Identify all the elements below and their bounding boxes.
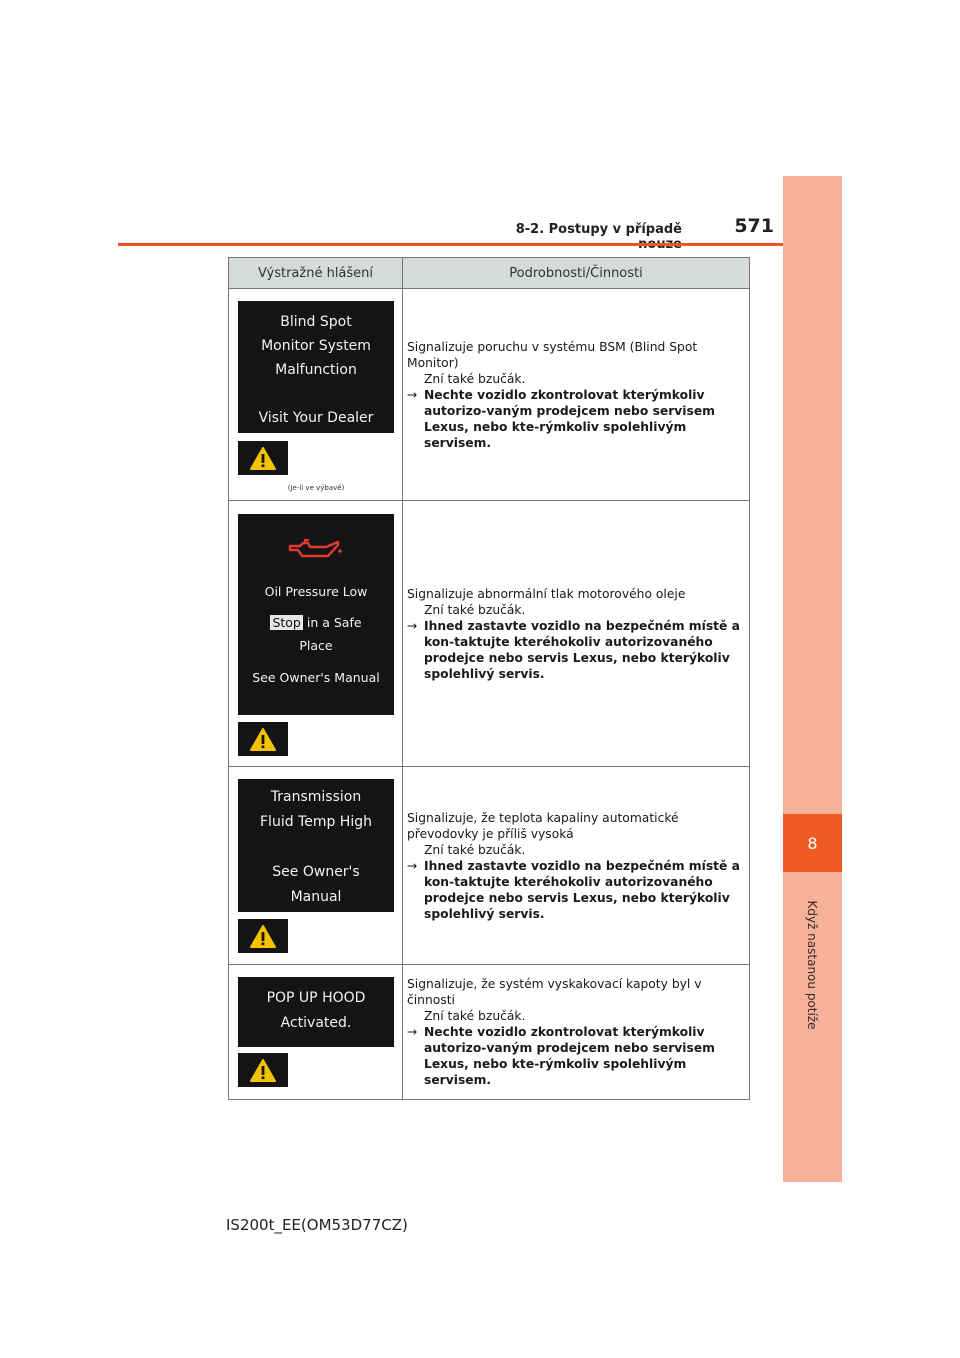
- buzzer-note: Zní také bzučák.: [424, 371, 526, 386]
- header-details-actions: Podrobnosti/Činnosti: [509, 265, 643, 281]
- warning-triangle-icon: [238, 441, 288, 475]
- action-instruction: [407, 387, 745, 451]
- buzzer-note: Zní také bzučák.: [424, 602, 526, 617]
- screen-line: Blind Spot: [280, 314, 352, 330]
- warning-image-cell: [229, 289, 403, 500]
- arrow-icon: →: [407, 618, 418, 633]
- warning-description: Signalizuje, že teplota kapaliny automatické převodovky je příliš vysoká: [407, 810, 679, 841]
- action-text: Nechte vozidlo zkontrolovat kterýmkoliv autorizo-vaným prodejcem nebo servisem Lexus, nebo kte-rýmkoliv spolehlivým servisem.: [424, 1025, 715, 1087]
- action-text: Nechte vozidlo zkontrolovat kterýmkoliv autorizo-vaným prodejcem nebo servisem Lexus, nebo kte-rýmkoliv spolehlivým servisem.: [424, 387, 715, 450]
- screen-line: [238, 835, 394, 860]
- screen-line: Transmission: [270, 789, 362, 805]
- screen-line: Activated.: [280, 1015, 352, 1031]
- warning-image-cell: [229, 767, 403, 964]
- display-screen-transmission: [238, 779, 394, 912]
- display-screen-pop-up-hood: [238, 977, 394, 1047]
- action-instruction: [407, 1024, 745, 1088]
- screen-line: [238, 382, 394, 406]
- document-code: IS200t_EE(OM53D77CZ): [226, 1216, 408, 1234]
- details-cell: [403, 767, 749, 964]
- screen-line: See Owner's: [272, 864, 360, 880]
- action-text: Ihned zastavte vozidlo na bezpečném místě a kon-taktujte kteréhokoliv autorizovaného prodejce nebo servis Lexus, nebo kterýkoliv spolehlivý servis.: [424, 618, 740, 681]
- details-cell: [403, 289, 749, 500]
- section-title: 8-2. Postupy v případě: [515, 222, 682, 237]
- buzzer-note: Zní také bzučák.: [424, 1009, 526, 1023]
- table-row: [229, 501, 749, 767]
- screen-line: See Owner's Manual: [252, 670, 380, 685]
- arrow-icon: →: [407, 387, 418, 402]
- screen-line: Visit Your Dealer: [258, 410, 374, 426]
- screen-line: Monitor System: [261, 338, 371, 354]
- warning-triangle-icon: [238, 919, 288, 953]
- header-warning-message: Výstražné hlášení: [229, 258, 403, 288]
- table-row: [229, 767, 749, 965]
- action-text: Ihned zastavte vozidlo na bezpečném místě a kon-taktujte kteréhokoliv autorizovaného prodejce nebo servis Lexus, nebo kterýkoliv spolehlivý servis.: [424, 858, 740, 921]
- warning-image-cell: [229, 965, 403, 1099]
- details-cell: [403, 501, 749, 766]
- chapter-number: 8: [807, 833, 818, 853]
- chapter-number-box[interactable]: [783, 814, 842, 872]
- screen-line: Manual: [290, 889, 342, 905]
- oil-can-icon: [238, 536, 394, 566]
- buzzer-note: Zní také bzučák.: [424, 842, 526, 857]
- warning-triangle-icon: [238, 722, 288, 756]
- table-row: [229, 289, 749, 501]
- screen-line: Oil Pressure Low: [264, 584, 368, 599]
- table-row: [229, 965, 749, 1099]
- screen-line: Fluid Temp High: [260, 814, 372, 830]
- warning-message-table: [228, 257, 750, 1100]
- details-cell: [403, 965, 749, 1099]
- screen-line: POP UP HOOD: [266, 990, 366, 1006]
- chapter-title-vertical: Když nastanou potíže: [805, 900, 819, 1030]
- display-screen-bsm: [238, 301, 394, 433]
- warning-triangle-icon: [238, 1053, 288, 1087]
- screen-line: Stop in a Safe: [272, 615, 362, 630]
- warning-description: Signalizuje abnormální tlak motorového oleje: [407, 586, 686, 601]
- arrow-icon: →: [407, 858, 418, 873]
- display-screen-oil-pressure: [238, 514, 394, 715]
- page-number: 571: [734, 215, 774, 237]
- warning-description: Signalizuje, že systém vyskakovací kapoty byl v činnosti: [407, 977, 702, 1007]
- warning-image-cell: [229, 501, 403, 766]
- warning-description: Signalizuje poruchu v systému BSM (Blind Spot Monitor): [407, 339, 698, 370]
- action-instruction: [407, 858, 745, 922]
- optional-equipment-caption: (Je-li ve výbavě): [287, 484, 345, 492]
- screen-line: Place: [299, 638, 333, 653]
- chapter-side-band: [783, 176, 842, 1182]
- table-header-row: [229, 258, 749, 289]
- arrow-icon: →: [407, 1025, 418, 1039]
- action-instruction: [407, 618, 745, 682]
- screen-line: Malfunction: [275, 362, 357, 378]
- header-rule: [118, 243, 842, 246]
- stop-highlight: Stop: [272, 615, 301, 630]
